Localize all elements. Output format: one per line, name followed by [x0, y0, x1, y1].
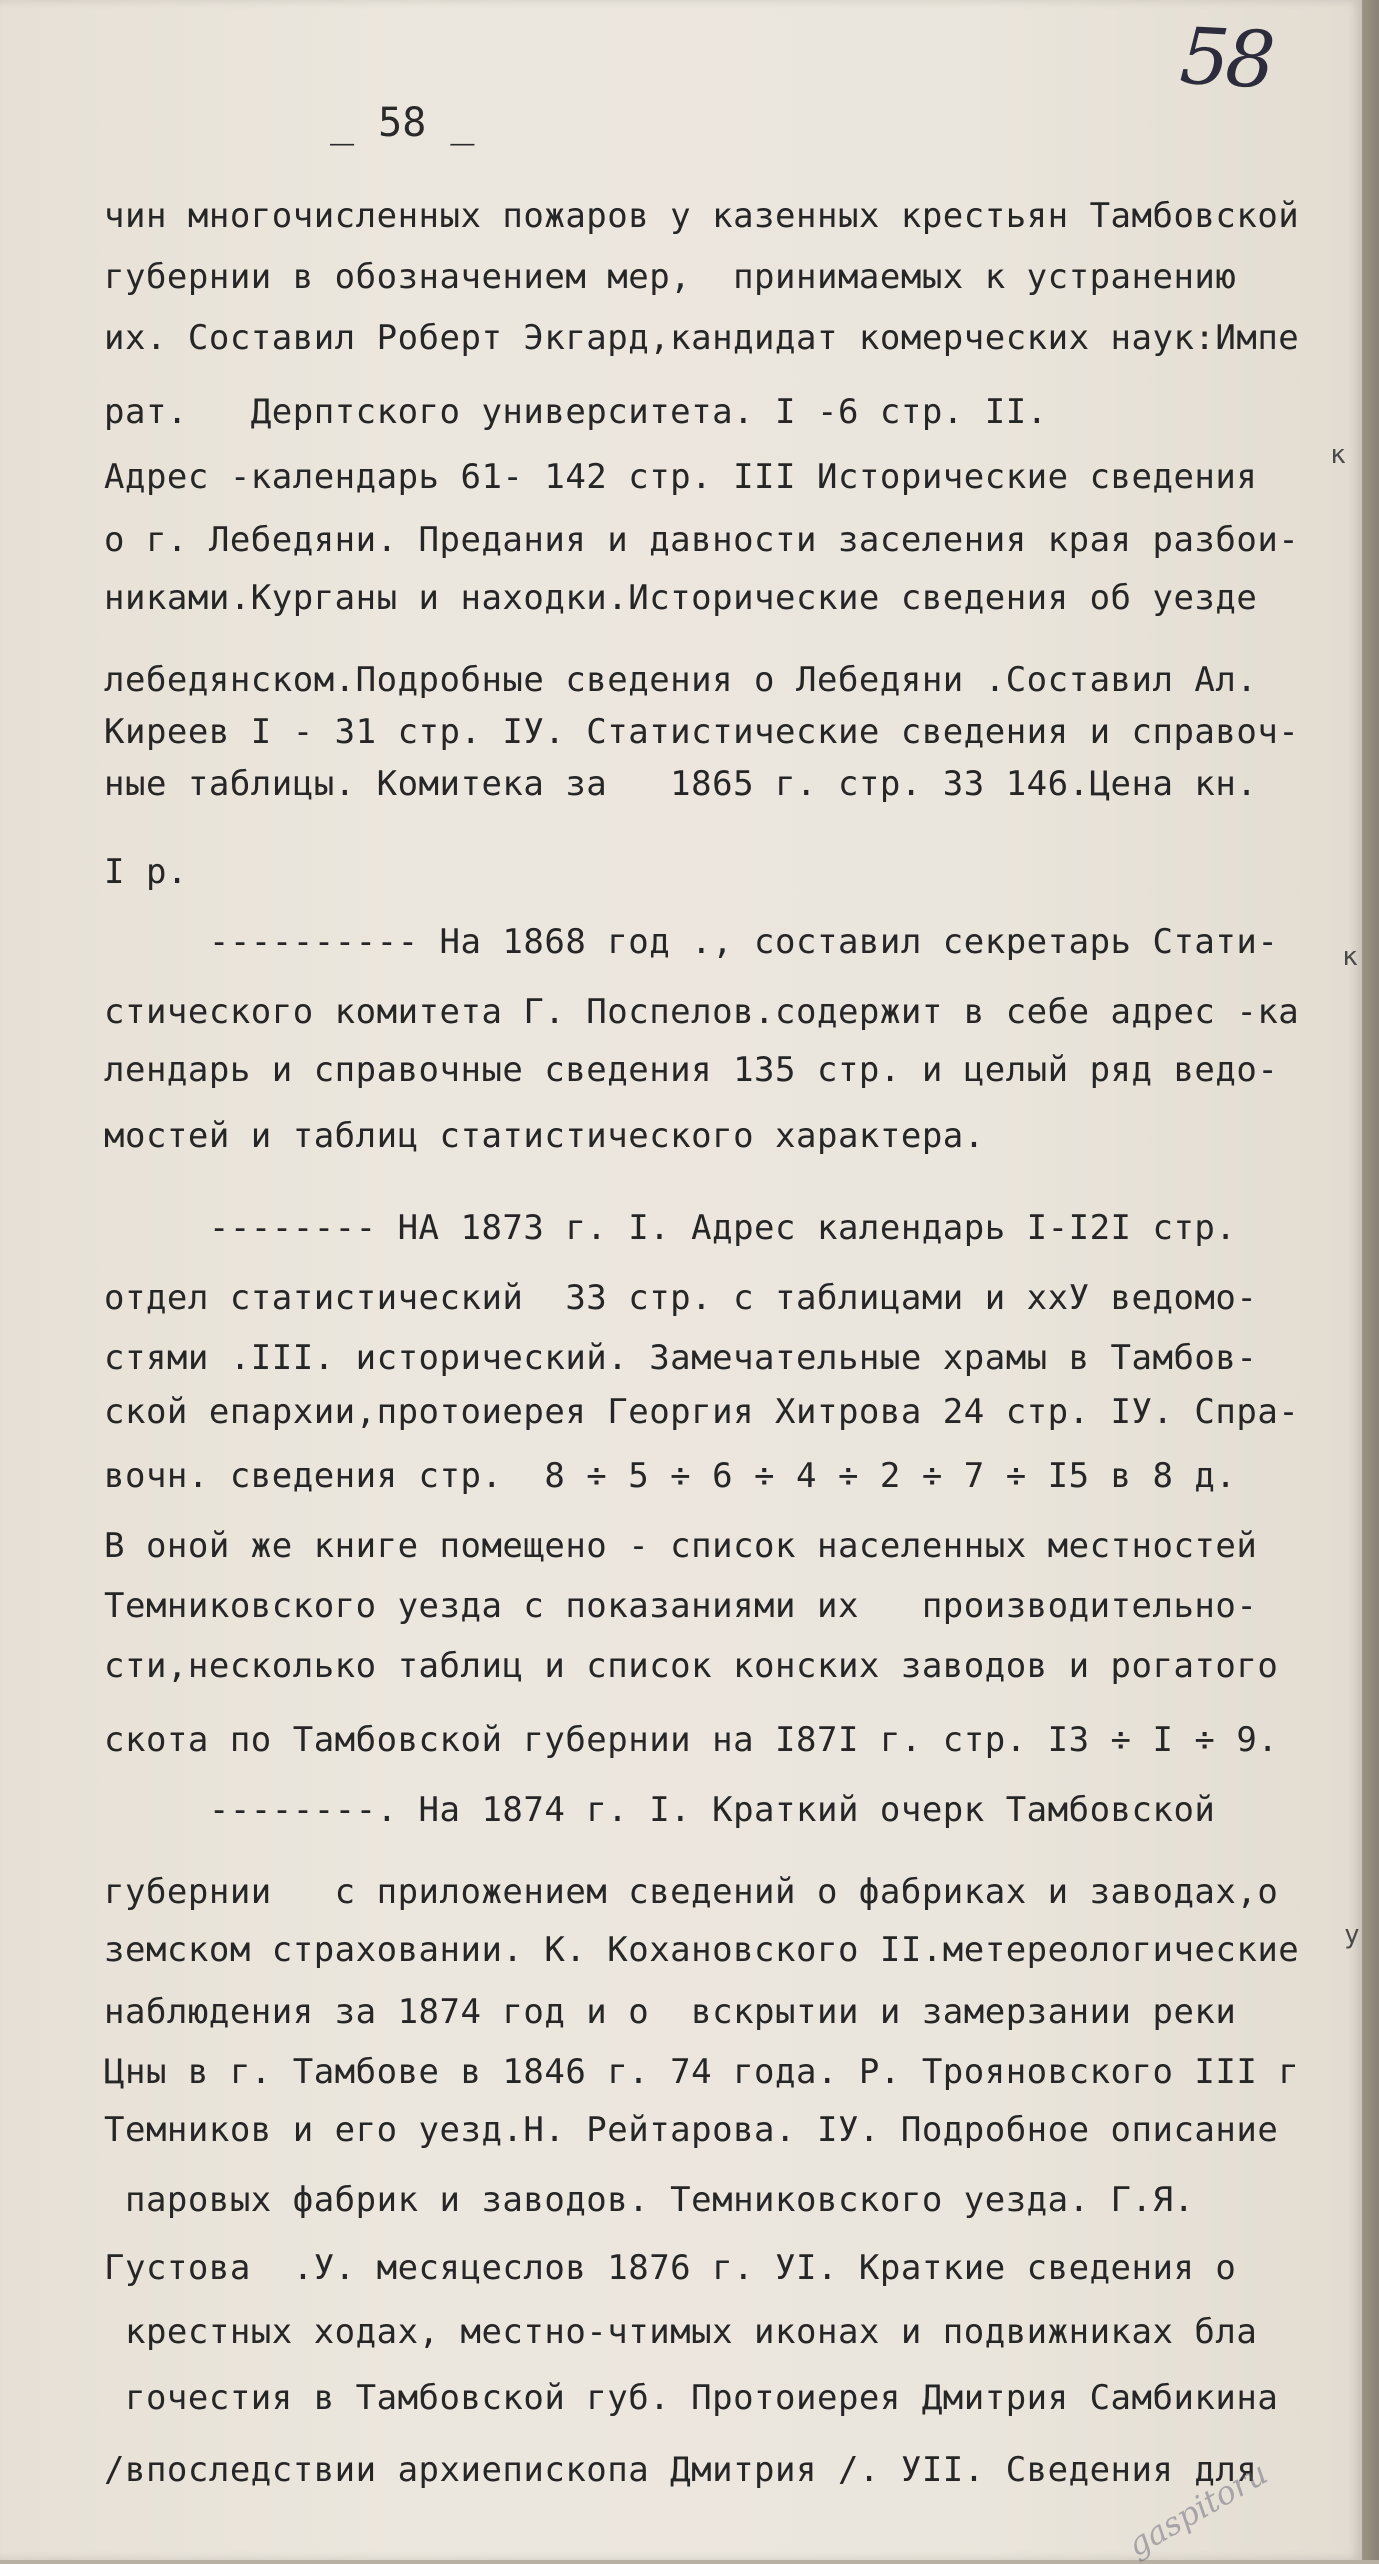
page-edge: [1362, 0, 1379, 2560]
text-line: чин многочисленных пожаров у казенных крестьян Тамбовской: [104, 196, 1300, 236]
text-line: I р.: [104, 852, 188, 892]
text-line: скота по Тамбовской губернии на I87I г. стр. I3 ÷ I ÷ 9.: [104, 1720, 1279, 1760]
text-line: ской епархии,протоиерея Георгия Хитрова 24 стр. IУ. Спра-: [104, 1392, 1300, 1432]
text-line: -------- НА 1873 г. I. Адрес календарь I-I2I стр.: [104, 1208, 1237, 1248]
text-line: лебедянском.Подробные сведения о Лебедяни .Составил Ал.: [104, 660, 1258, 700]
text-line: стями .III. исторический. Замечательные храмы в Тамбов-: [104, 1338, 1258, 1378]
text-line: Темниковского уезда с показаниями их производительно-: [104, 1586, 1258, 1626]
text-line: сти,несколько таблиц и список конских заводов и рогатого: [104, 1646, 1279, 1686]
text-line: --------. На 1874 г. I. Краткий очерк Тамбовской: [104, 1790, 1216, 1830]
text-line: /впоследствии архиепископа Дмитрия /. УII. Сведения для: [104, 2450, 1258, 2490]
margin-mark: у: [1344, 1920, 1360, 1950]
text-line: о г. Лебедяни. Предания и давности заселения края разбои-: [104, 520, 1300, 560]
text-line: Густова .У. месяцеслов 1876 г. УI. Краткие сведения о: [104, 2248, 1237, 2288]
text-line: гочестия в Тамбовской губ. Протоиерея Дмитрия Самбикина: [104, 2378, 1279, 2418]
text-line: отдел статистический 33 стр. с таблицами и ххУ ведомо-: [104, 1278, 1258, 1318]
text-line: губернии в обозначением мер, принимаемых к устранению: [104, 257, 1237, 297]
text-line: лендарь и справочные сведения 135 стр. и целый ряд ведо-: [104, 1050, 1279, 1090]
text-line: наблюдения за 1874 год и о вскрытии и замерзании реки: [104, 1992, 1237, 2032]
text-line: земском страховании. К. Кохановского II.метереологические: [104, 1930, 1300, 1970]
text-line: Киреев I - 31 стр. IУ. Статистические сведения и справоч-: [104, 712, 1300, 752]
text-line: стического комитета Г. Поспелов.содержит в себе адрес -ка: [104, 992, 1300, 1032]
margin-mark: к: [1330, 440, 1346, 470]
text-line: паровых фабрик и заводов. Темниковского уезда. Г.Я.: [104, 2180, 1195, 2220]
text-line: губернии с приложением сведений о фабриках и заводах,о: [104, 1872, 1279, 1912]
text-line: мостей и таблиц статистического характера.: [104, 1116, 985, 1156]
page-number: _ 58 _: [330, 100, 475, 146]
text-line: Темников и его уезд.Н. Рейтарова. IУ. Подробное описание: [104, 2110, 1279, 2150]
text-line: крестных ходах, местно-чтимых иконах и подвижниках бла: [104, 2312, 1258, 2352]
text-line: рат. Дерптского университета. I -6 стр. II.: [104, 392, 1048, 432]
text-line: В оной же книге помещено - список населенных местностей: [104, 1526, 1258, 1566]
watermark: gaspitoru: [1120, 2453, 1274, 2564]
text-line: вочн. сведения стр. 8 ÷ 5 ÷ 6 ÷ 4 ÷ 2 ÷ 7 ÷ I5 в 8 д.: [104, 1456, 1237, 1496]
text-line: ---------- На 1868 год ., составил секретарь Стати-: [104, 922, 1279, 962]
text-line: ные таблицы. Комитека за 1865 г. стр. 33 146.Цена кн.: [104, 764, 1258, 804]
text-line: Цны в г. Тамбове в 1846 г. 74 года. Р. Трояновского III г: [104, 2052, 1300, 2092]
text-line: их. Составил Роберт Экгард,кандидат комерческих наук:Импе: [104, 318, 1300, 358]
text-line: Адрес -календарь 61- 142 стр. III Исторические сведения: [104, 457, 1258, 497]
text-line: никами.Курганы и находки.Исторические сведения об уезде: [104, 578, 1258, 618]
archive-sheet-number: 58: [1177, 11, 1274, 107]
margin-mark: к: [1342, 942, 1358, 972]
